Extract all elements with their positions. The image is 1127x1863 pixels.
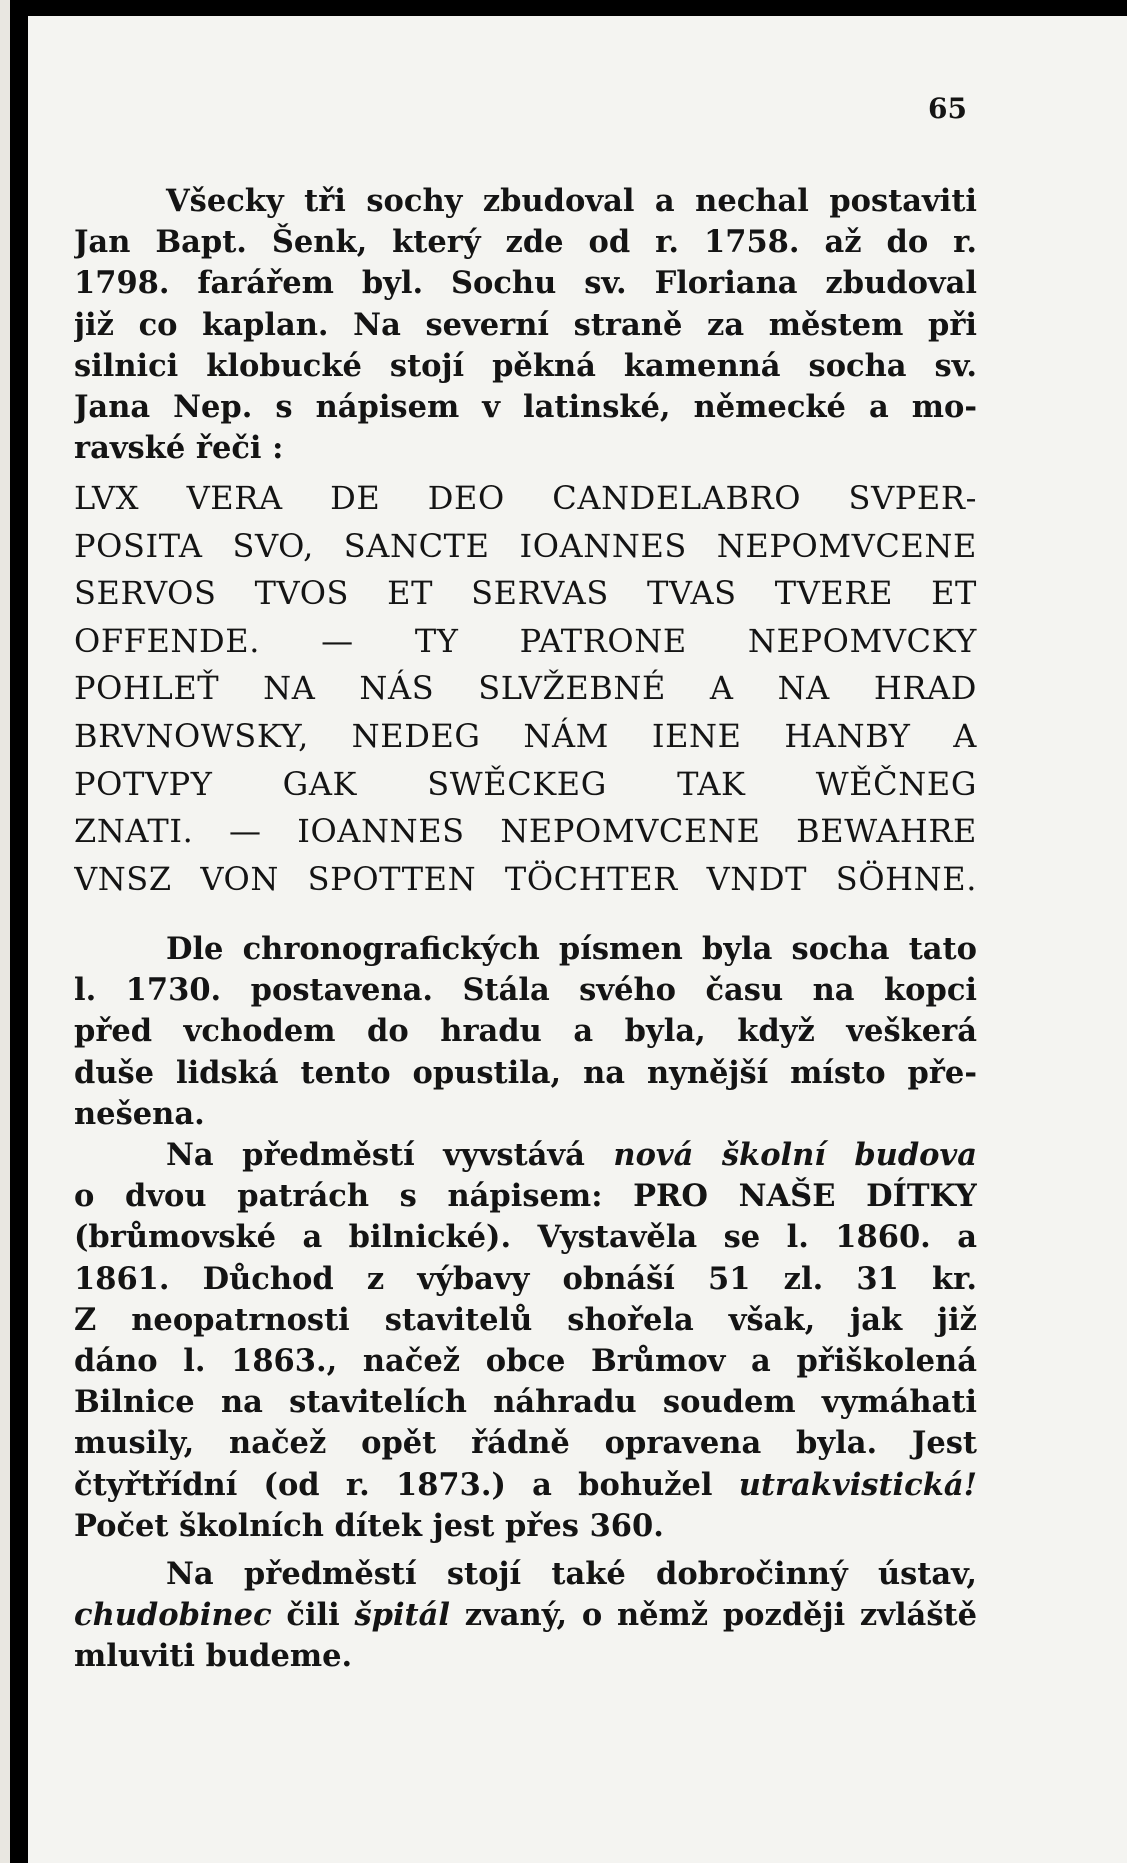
text-line: Na předměstí stojí také dobročinný ústav, bbox=[166, 1556, 977, 1592]
text-line: Jana Nep. s nápisem v latinské, německé a mo- bbox=[74, 389, 977, 426]
paragraph-chronogram bbox=[74, 929, 977, 1135]
paragraph-statues bbox=[74, 181, 977, 469]
inscription-line: POSITA SVO, SANCTE IOANNES NEPOMVCENE bbox=[74, 526, 977, 565]
inscription-line: OFFENDE. — TY PATRONE NEPOMVCKY bbox=[74, 621, 977, 660]
italic-text: utrakvistická! bbox=[738, 1466, 977, 1503]
text-line: Jan Bapt. Šenk, který zde od r. 1758. až do r. bbox=[74, 224, 977, 261]
text-line: dáno l. 1863., načež obce Brůmov a přiškolená bbox=[74, 1343, 977, 1380]
italic-text: špitál bbox=[354, 1597, 450, 1634]
text-line: l. 1730. postavena. Stála svého času na kopci bbox=[74, 972, 977, 1009]
text-line: o dvou patrách s nápisem: PRO NAŠE DÍTKY bbox=[74, 1178, 977, 1215]
text-line: již co kaplan. Na severní straně za městem při bbox=[74, 306, 977, 343]
inscription-line: POTVPY GAK SWĚCKEG TAK WĚČNEG bbox=[74, 764, 977, 803]
text-run: čtyřtřídní (od r. 1873.) a bohužel bbox=[74, 1466, 713, 1503]
text-line: mluviti budeme. bbox=[74, 1638, 353, 1675]
text-line: musily, načež opět řádně opravena byla. Jest bbox=[74, 1425, 977, 1462]
text-line: Z neopatrnosti stavitelů shořela však, jak již bbox=[74, 1301, 977, 1338]
text-line: nešena. bbox=[74, 1095, 205, 1132]
text-line bbox=[74, 1135, 977, 1176]
text-run: Na předměstí vyvstává bbox=[166, 1137, 585, 1173]
scan-edge bbox=[0, 0, 10, 1863]
inscription-line: VNSZ VON SPOTTEN TÖCHTER VNDT SÖHNE. bbox=[74, 859, 977, 898]
italic-text: chudobinec bbox=[74, 1597, 272, 1634]
inscription-line: BRVNOWSKY, NEDEG NÁM IENE HANBY A bbox=[74, 716, 977, 755]
text-line: Bilnice na stavitelích náhradu soudem vymáhati bbox=[74, 1384, 977, 1421]
text-line: (brůmovské a bilnické). Vystavěla se l. 1860. a bbox=[74, 1219, 977, 1256]
text-line: Všecky tři sochy zbudoval a nechal postaviti bbox=[166, 183, 977, 219]
inscription-line: SERVOS TVOS ET SERVAS TVAS TVERE ET bbox=[74, 574, 977, 613]
text-line: duše lidská tento opustila, na nynější místo pře- bbox=[74, 1054, 977, 1091]
text-line: Dle chronografických písmen byla socha tato bbox=[166, 931, 977, 967]
paragraph-school bbox=[74, 1135, 977, 1547]
text-line: 1861. Důchod z výbavy obnáší 51 zl. 31 kr. bbox=[74, 1260, 977, 1297]
inscription-line: POHLEŤ NA NÁS SLVŽEBNÉ A NA HRAD bbox=[74, 669, 977, 708]
text-run: čili bbox=[271, 1597, 355, 1634]
text-line bbox=[74, 1465, 977, 1506]
italic-text: nová školní budova bbox=[613, 1137, 977, 1173]
inscription-line: LVX VERA DE DEO CANDELABRO SVPER- bbox=[74, 479, 977, 517]
text-run: zvaný, o němž později zvláště bbox=[450, 1597, 977, 1634]
text-line: před vchodem do hradu a byla, když veškerá bbox=[74, 1013, 977, 1050]
text-line: ravské řeči : bbox=[74, 430, 284, 467]
page-number: 65 bbox=[928, 92, 967, 125]
latin-inscription bbox=[74, 475, 977, 903]
inscription-line: ZNATI. — IOANNES NEPOMVCENE BEWAHRE bbox=[74, 812, 977, 851]
paragraph-almshouse bbox=[74, 1554, 977, 1678]
text-line: silnici klobucké stojí pěkná kamenná socha sv. bbox=[74, 347, 977, 384]
text-line: 1798. farářem byl. Sochu sv. Floriana zbudoval bbox=[74, 265, 977, 302]
text-line: Počet školních dítek jest přes 360. bbox=[74, 1507, 664, 1544]
text-line bbox=[74, 1595, 977, 1636]
